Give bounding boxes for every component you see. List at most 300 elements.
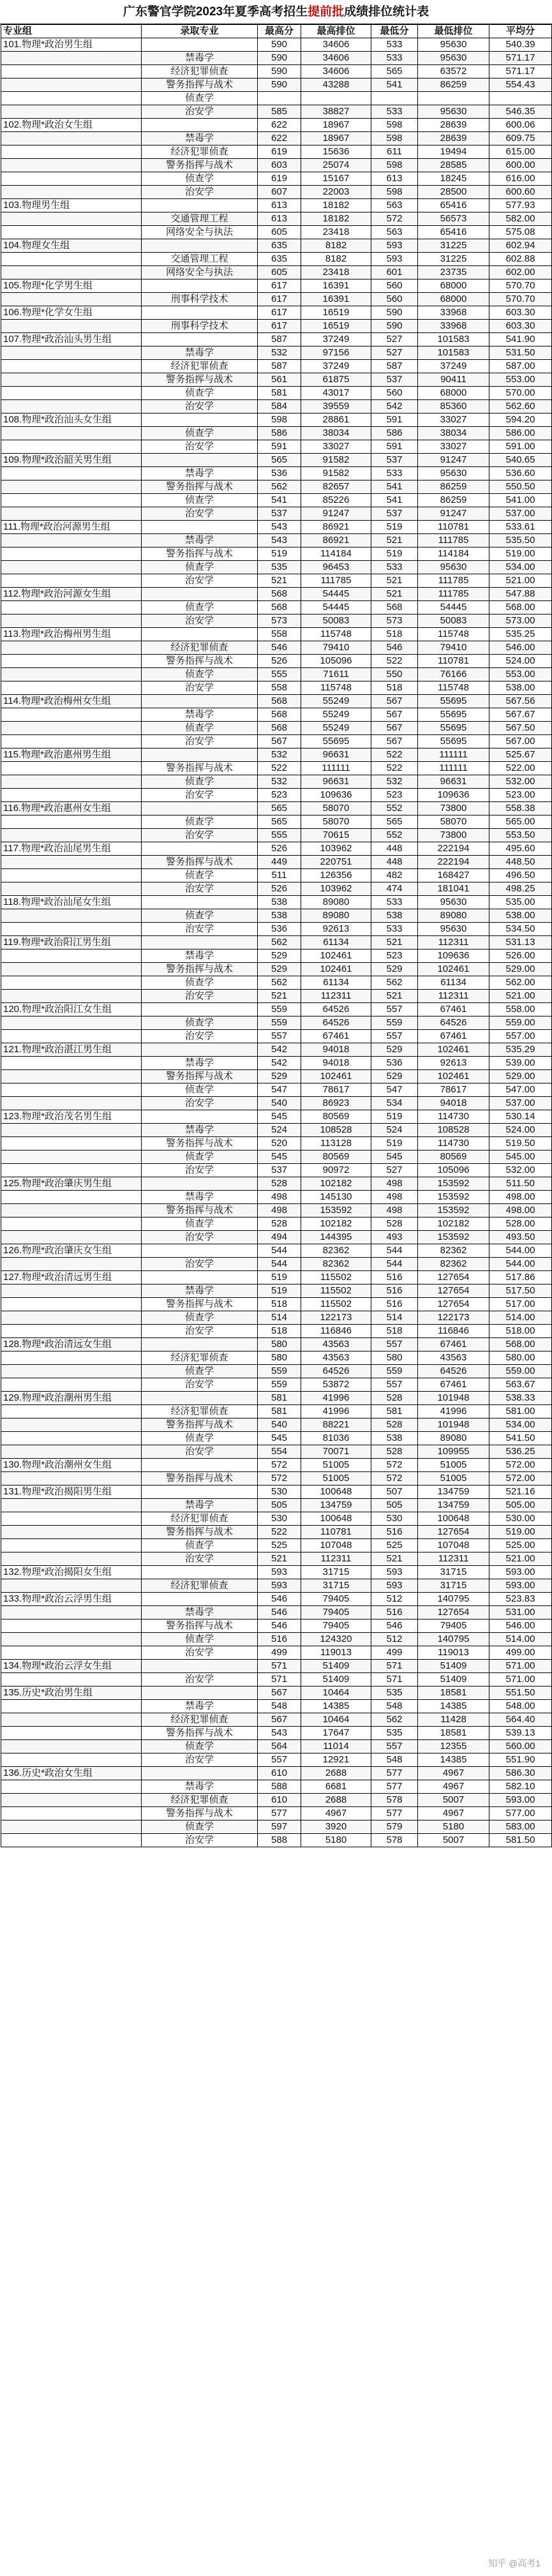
min-score-cell: 591 bbox=[371, 440, 418, 454]
max-score-cell: 524 bbox=[258, 1124, 301, 1137]
table-row bbox=[1, 279, 552, 293]
avg-score-cell: 571.00 bbox=[489, 1673, 552, 1686]
min-score-cell: 579 bbox=[371, 1820, 418, 1834]
table-row bbox=[1, 293, 552, 306]
avg-score-cell: 519.00 bbox=[489, 547, 552, 561]
max-score-cell: 498 bbox=[258, 1191, 301, 1204]
header-max-score: 最高分 bbox=[258, 25, 301, 38]
major-cell bbox=[142, 1177, 258, 1191]
group-cell: 112.物理*政治河源女生组 bbox=[1, 588, 142, 601]
max-score-cell: 526 bbox=[258, 842, 301, 856]
major-cell: 警务指挥与战术 bbox=[142, 547, 258, 561]
avg-score-cell: 563.67 bbox=[489, 1378, 552, 1392]
min-rank-cell: 4967 bbox=[418, 1767, 489, 1780]
avg-score-cell: 583.00 bbox=[489, 1820, 552, 1834]
max-rank-cell: 113128 bbox=[301, 1137, 371, 1150]
max-rank-cell: 67461 bbox=[301, 1030, 371, 1043]
max-score-cell: 577 bbox=[258, 1807, 301, 1820]
max-score-cell: 581 bbox=[258, 1392, 301, 1405]
table-row bbox=[1, 1552, 552, 1566]
min-rank-cell: 127654 bbox=[418, 1298, 489, 1311]
min-rank-cell: 68000 bbox=[418, 279, 489, 293]
min-score-cell: 544 bbox=[371, 1258, 418, 1271]
min-rank-cell: 102461 bbox=[418, 963, 489, 976]
group-cell bbox=[1, 1204, 142, 1217]
group-cell: 118.物理*政治汕尾女生组 bbox=[1, 896, 142, 909]
major-cell: 治安学 bbox=[142, 735, 258, 748]
min-rank-cell: 95630 bbox=[418, 105, 489, 119]
max-score-cell: 528 bbox=[258, 1177, 301, 1191]
major-cell: 治安学 bbox=[142, 1552, 258, 1566]
max-rank-cell: 31715 bbox=[301, 1566, 371, 1579]
major-cell bbox=[142, 1767, 258, 1780]
group-cell bbox=[1, 1606, 142, 1619]
max-score-cell: 590 bbox=[258, 78, 301, 92]
major-cell: 侦查学 bbox=[142, 1083, 258, 1097]
major-cell: 治安学 bbox=[142, 1445, 258, 1459]
major-cell: 禁毒学 bbox=[142, 1499, 258, 1512]
min-rank-cell: 108528 bbox=[418, 1124, 489, 1137]
avg-score-cell: 559.00 bbox=[489, 1016, 552, 1030]
group-cell bbox=[1, 762, 142, 775]
avg-score-cell: 540.65 bbox=[489, 454, 552, 467]
table-row bbox=[1, 748, 552, 762]
table-row bbox=[1, 1405, 552, 1418]
min-rank-cell: 14385 bbox=[418, 1753, 489, 1767]
max-score-cell: 529 bbox=[258, 1070, 301, 1083]
max-rank-cell: 116846 bbox=[301, 1325, 371, 1338]
max-rank-cell: 12921 bbox=[301, 1753, 371, 1767]
max-score-cell: 544 bbox=[258, 1244, 301, 1258]
major-cell: 经济犯罪侦查 bbox=[142, 360, 258, 373]
group-cell bbox=[1, 882, 142, 896]
min-score-cell: 519 bbox=[371, 1137, 418, 1150]
table-row bbox=[1, 1445, 552, 1459]
header-group: 专业组 bbox=[1, 25, 142, 38]
min-rank-cell: 31225 bbox=[418, 253, 489, 266]
min-rank-cell: 153592 bbox=[418, 1191, 489, 1204]
min-score-cell: 448 bbox=[371, 856, 418, 869]
min-score-cell: 562 bbox=[371, 976, 418, 990]
max-score-cell: 519 bbox=[258, 1271, 301, 1284]
group-cell bbox=[1, 1311, 142, 1325]
max-rank-cell: 102182 bbox=[301, 1217, 371, 1231]
max-score-cell: 564 bbox=[258, 1740, 301, 1753]
max-score-cell: 581 bbox=[258, 1405, 301, 1418]
min-rank-cell: 181041 bbox=[418, 882, 489, 896]
major-cell: 侦查学 bbox=[142, 1150, 258, 1164]
avg-score-cell: 547.00 bbox=[489, 1083, 552, 1097]
max-rank-cell: 110781 bbox=[301, 1526, 371, 1539]
max-score-cell: 568 bbox=[258, 722, 301, 735]
max-score-cell: 522 bbox=[258, 1526, 301, 1539]
max-rank-cell: 97156 bbox=[301, 346, 371, 360]
min-score-cell: 516 bbox=[371, 1298, 418, 1311]
avg-score-cell: 532.00 bbox=[489, 775, 552, 789]
table-row bbox=[1, 480, 552, 494]
major-cell: 经济犯罪侦查 bbox=[142, 1794, 258, 1807]
avg-score-cell: 572.00 bbox=[489, 1472, 552, 1485]
min-rank-cell: 73800 bbox=[418, 802, 489, 815]
max-rank-cell: 80569 bbox=[301, 1110, 371, 1124]
table-row bbox=[1, 521, 552, 534]
table-row bbox=[1, 172, 552, 186]
table-row bbox=[1, 1686, 552, 1700]
min-rank-cell: 56573 bbox=[418, 212, 489, 226]
table-row bbox=[1, 1271, 552, 1284]
max-rank-cell: 96631 bbox=[301, 775, 371, 789]
max-rank-cell: 86921 bbox=[301, 521, 371, 534]
max-rank-cell: 82362 bbox=[301, 1258, 371, 1271]
max-rank-cell: 16519 bbox=[301, 320, 371, 333]
min-rank-cell: 73800 bbox=[418, 829, 489, 842]
table-row bbox=[1, 119, 552, 132]
major-cell: 警务指挥与战术 bbox=[142, 1619, 258, 1633]
min-rank-cell: 55695 bbox=[418, 722, 489, 735]
table-row bbox=[1, 105, 552, 119]
max-score-cell: 546 bbox=[258, 1593, 301, 1606]
group-cell bbox=[1, 1030, 142, 1043]
avg-score-cell: 499.00 bbox=[489, 1646, 552, 1660]
major-cell: 治安学 bbox=[142, 574, 258, 588]
group-cell: 105.物理*化学男生组 bbox=[1, 279, 142, 293]
table-row bbox=[1, 427, 552, 440]
min-score-cell: 498 bbox=[371, 1177, 418, 1191]
max-rank-cell: 103962 bbox=[301, 882, 371, 896]
min-score-cell: 521 bbox=[371, 1552, 418, 1566]
max-score-cell: 546 bbox=[258, 1606, 301, 1619]
max-rank-cell: 43017 bbox=[301, 387, 371, 400]
min-rank-cell: 112311 bbox=[418, 936, 489, 949]
group-cell: 106.物理*化学女生组 bbox=[1, 306, 142, 320]
group-cell: 127.物理*政治清远男生组 bbox=[1, 1271, 142, 1284]
avg-score-cell: 573.00 bbox=[489, 614, 552, 628]
group-cell bbox=[1, 1807, 142, 1820]
max-score-cell: 587 bbox=[258, 333, 301, 346]
table-row bbox=[1, 561, 552, 574]
major-cell: 治安学 bbox=[142, 990, 258, 1003]
min-score-cell: 516 bbox=[371, 1606, 418, 1619]
min-rank-cell: 90411 bbox=[418, 373, 489, 387]
max-score-cell: 532 bbox=[258, 346, 301, 360]
major-cell bbox=[142, 748, 258, 762]
min-rank-cell: 4967 bbox=[418, 1780, 489, 1794]
max-rank-cell: 82362 bbox=[301, 1244, 371, 1258]
max-rank-cell: 70071 bbox=[301, 1445, 371, 1459]
max-score-cell: 540 bbox=[258, 1418, 301, 1432]
max-score-cell: 545 bbox=[258, 1432, 301, 1445]
table-row bbox=[1, 815, 552, 829]
major-cell: 侦查学 bbox=[142, 1432, 258, 1445]
min-score-cell: 516 bbox=[371, 1284, 418, 1298]
min-rank-cell: 153592 bbox=[418, 1204, 489, 1217]
table-row bbox=[1, 52, 552, 65]
avg-score-cell: 567.56 bbox=[489, 695, 552, 708]
min-rank-cell: 64526 bbox=[418, 1016, 489, 1030]
min-rank-cell: 102461 bbox=[418, 1070, 489, 1083]
max-rank-cell: 80569 bbox=[301, 1150, 371, 1164]
table-row bbox=[1, 186, 552, 199]
group-cell bbox=[1, 266, 142, 279]
max-score-cell: 565 bbox=[258, 815, 301, 829]
max-score-cell: 605 bbox=[258, 266, 301, 279]
max-score-cell: 559 bbox=[258, 1003, 301, 1016]
max-rank-cell: 102461 bbox=[301, 963, 371, 976]
min-score-cell: 560 bbox=[371, 279, 418, 293]
group-cell bbox=[1, 1231, 142, 1244]
major-cell: 经济犯罪侦查 bbox=[142, 1512, 258, 1526]
min-rank-cell: 33027 bbox=[418, 440, 489, 454]
min-score-cell: 533 bbox=[371, 105, 418, 119]
min-rank-cell: 101583 bbox=[418, 346, 489, 360]
max-score-cell: 537 bbox=[258, 507, 301, 521]
major-cell bbox=[142, 1244, 258, 1258]
max-score-cell: 540 bbox=[258, 1097, 301, 1110]
avg-score-cell: 514.00 bbox=[489, 1633, 552, 1646]
max-rank-cell: 51409 bbox=[301, 1673, 371, 1686]
max-rank-cell: 61134 bbox=[301, 976, 371, 990]
min-rank-cell: 33968 bbox=[418, 320, 489, 333]
max-score-cell: 562 bbox=[258, 976, 301, 990]
group-cell bbox=[1, 1016, 142, 1030]
max-rank-cell: 111111 bbox=[301, 762, 371, 775]
avg-score-cell: 580.00 bbox=[489, 1351, 552, 1365]
table-row bbox=[1, 1619, 552, 1633]
max-score-cell: 530 bbox=[258, 1485, 301, 1499]
major-cell: 治安学 bbox=[142, 400, 258, 413]
max-rank-cell: 89080 bbox=[301, 909, 371, 923]
max-rank-cell: 79405 bbox=[301, 1606, 371, 1619]
table-row bbox=[1, 1740, 552, 1753]
max-rank-cell: 16519 bbox=[301, 306, 371, 320]
table-row bbox=[1, 440, 552, 454]
major-cell: 治安学 bbox=[142, 829, 258, 842]
max-rank-cell: 2688 bbox=[301, 1794, 371, 1807]
min-score-cell: 557 bbox=[371, 1740, 418, 1753]
min-score-cell: 593 bbox=[371, 239, 418, 253]
min-score-cell: 519 bbox=[371, 521, 418, 534]
major-cell bbox=[142, 628, 258, 641]
min-rank-cell: 68000 bbox=[418, 293, 489, 306]
max-rank-cell: 10464 bbox=[301, 1686, 371, 1700]
major-cell bbox=[142, 199, 258, 212]
header-min-rank: 最低排位 bbox=[418, 25, 489, 38]
max-score-cell: 590 bbox=[258, 38, 301, 52]
major-cell: 警务指挥与战术 bbox=[142, 78, 258, 92]
max-score-cell: 610 bbox=[258, 1794, 301, 1807]
min-score-cell: 542 bbox=[371, 400, 418, 413]
min-rank-cell: 134759 bbox=[418, 1485, 489, 1499]
max-score-cell: 521 bbox=[258, 990, 301, 1003]
max-score-cell: 565 bbox=[258, 454, 301, 467]
table-row bbox=[1, 588, 552, 601]
min-rank-cell: 101948 bbox=[418, 1418, 489, 1432]
table-row bbox=[1, 320, 552, 333]
max-rank-cell: 23418 bbox=[301, 266, 371, 279]
max-score-cell: 572 bbox=[258, 1472, 301, 1485]
group-cell bbox=[1, 574, 142, 588]
max-score-cell: 561 bbox=[258, 373, 301, 387]
max-rank-cell: 122173 bbox=[301, 1311, 371, 1325]
table-row bbox=[1, 373, 552, 387]
min-rank-cell: 23735 bbox=[418, 266, 489, 279]
avg-score-cell: 582.10 bbox=[489, 1780, 552, 1794]
min-score-cell: 537 bbox=[371, 454, 418, 467]
table-row bbox=[1, 1660, 552, 1673]
group-cell bbox=[1, 360, 142, 373]
major-cell: 警务指挥与战术 bbox=[142, 1137, 258, 1150]
min-rank-cell: 31715 bbox=[418, 1579, 489, 1593]
group-cell: 129.物理*政治潮州男生组 bbox=[1, 1392, 142, 1405]
max-rank-cell: 51005 bbox=[301, 1472, 371, 1485]
table-row bbox=[1, 963, 552, 976]
major-cell: 侦查学 bbox=[142, 172, 258, 186]
table-row bbox=[1, 1418, 552, 1432]
major-cell: 禁毒学 bbox=[142, 1191, 258, 1204]
max-rank-cell: 134759 bbox=[301, 1499, 371, 1512]
max-rank-cell: 38034 bbox=[301, 427, 371, 440]
avg-score-cell: 523.83 bbox=[489, 1593, 552, 1606]
title-prefix: 广东警官学院2023年夏季高考招生 bbox=[123, 5, 308, 19]
min-score-cell: 577 bbox=[371, 1807, 418, 1820]
min-rank-cell: 127654 bbox=[418, 1606, 489, 1619]
max-score-cell: 528 bbox=[258, 1217, 301, 1231]
min-score-cell: 498 bbox=[371, 1204, 418, 1217]
avg-score-cell: 536.60 bbox=[489, 467, 552, 480]
table-row bbox=[1, 1258, 552, 1271]
major-cell bbox=[142, 1392, 258, 1405]
major-cell: 侦查学 bbox=[142, 427, 258, 440]
group-cell bbox=[1, 387, 142, 400]
min-rank-cell: 102182 bbox=[418, 1217, 489, 1231]
major-cell: 侦查学 bbox=[142, 1740, 258, 1753]
max-rank-cell: 91582 bbox=[301, 454, 371, 467]
table-row bbox=[1, 1070, 552, 1083]
max-score-cell: 521 bbox=[258, 574, 301, 588]
major-cell: 禁毒学 bbox=[142, 1057, 258, 1070]
group-cell: 102.物理*政治女生组 bbox=[1, 119, 142, 132]
min-score-cell: 528 bbox=[371, 1418, 418, 1432]
min-rank-cell: 89080 bbox=[418, 909, 489, 923]
avg-score-cell: 591.00 bbox=[489, 440, 552, 454]
major-cell: 经济犯罪侦查 bbox=[142, 1579, 258, 1593]
min-score-cell: 560 bbox=[371, 293, 418, 306]
min-rank-cell: 51005 bbox=[418, 1472, 489, 1485]
table-row bbox=[1, 882, 552, 896]
group-cell bbox=[1, 427, 142, 440]
avg-score-cell: 495.60 bbox=[489, 842, 552, 856]
max-score-cell: 593 bbox=[258, 1566, 301, 1579]
group-cell bbox=[1, 1539, 142, 1552]
min-rank-cell: 18581 bbox=[418, 1727, 489, 1740]
max-rank-cell: 38827 bbox=[301, 105, 371, 119]
min-rank-cell: 79410 bbox=[418, 641, 489, 655]
max-rank-cell: 58070 bbox=[301, 802, 371, 815]
min-rank-cell: 107048 bbox=[418, 1539, 489, 1552]
max-rank-cell: 115502 bbox=[301, 1284, 371, 1298]
max-score-cell: 635 bbox=[258, 239, 301, 253]
avg-score-cell: 544.00 bbox=[489, 1244, 552, 1258]
table-row bbox=[1, 1807, 552, 1820]
min-rank-cell: 55695 bbox=[418, 695, 489, 708]
group-cell: 130.物理*政治潮州女生组 bbox=[1, 1459, 142, 1472]
group-cell bbox=[1, 1445, 142, 1459]
table-row bbox=[1, 1030, 552, 1043]
major-cell bbox=[142, 842, 258, 856]
table-row bbox=[1, 306, 552, 320]
max-rank-cell: 126356 bbox=[301, 869, 371, 882]
min-rank-cell: 140795 bbox=[418, 1633, 489, 1646]
min-score-cell: 573 bbox=[371, 614, 418, 628]
min-rank-cell: 95630 bbox=[418, 38, 489, 52]
group-cell bbox=[1, 105, 142, 119]
table-row bbox=[1, 628, 552, 641]
min-score-cell: 591 bbox=[371, 413, 418, 427]
group-cell bbox=[1, 561, 142, 574]
min-rank-cell: 101948 bbox=[418, 1392, 489, 1405]
min-score-cell: 507 bbox=[371, 1485, 418, 1499]
max-score-cell: 518 bbox=[258, 1325, 301, 1338]
group-cell bbox=[1, 949, 142, 963]
min-rank-cell: 5007 bbox=[418, 1834, 489, 1847]
avg-score-cell: 565.00 bbox=[489, 815, 552, 829]
table-row bbox=[1, 400, 552, 413]
major-cell: 侦查学 bbox=[142, 92, 258, 105]
group-cell bbox=[1, 869, 142, 882]
avg-score-cell: 537.00 bbox=[489, 507, 552, 521]
max-rank-cell: 90972 bbox=[301, 1164, 371, 1177]
group-cell bbox=[1, 1191, 142, 1204]
table-header-row bbox=[1, 25, 552, 38]
avg-score-cell: 541.90 bbox=[489, 333, 552, 346]
group-cell bbox=[1, 92, 142, 105]
avg-score-cell: 560.00 bbox=[489, 1740, 552, 1753]
max-rank-cell: 37249 bbox=[301, 333, 371, 346]
min-rank-cell: 127654 bbox=[418, 1284, 489, 1298]
avg-score-cell: 557.00 bbox=[489, 1030, 552, 1043]
table-row bbox=[1, 856, 552, 869]
max-rank-cell: 51005 bbox=[301, 1459, 371, 1472]
table-row bbox=[1, 1472, 552, 1485]
avg-score-cell: 493.50 bbox=[489, 1231, 552, 1244]
avg-score-cell: 616.00 bbox=[489, 172, 552, 186]
group-cell: 121.物理*政治湛江男生组 bbox=[1, 1043, 142, 1057]
table-row bbox=[1, 92, 552, 105]
major-cell bbox=[142, 1003, 258, 1016]
major-cell: 治安学 bbox=[142, 1834, 258, 1847]
min-score-cell: 563 bbox=[371, 226, 418, 239]
min-rank-cell bbox=[418, 92, 489, 105]
max-rank-cell: 33027 bbox=[301, 440, 371, 454]
avg-score-cell: 526.00 bbox=[489, 949, 552, 963]
max-rank-cell: 153592 bbox=[301, 1204, 371, 1217]
min-rank-cell: 31225 bbox=[418, 239, 489, 253]
group-cell bbox=[1, 655, 142, 668]
min-score-cell: 572 bbox=[371, 212, 418, 226]
max-score-cell: 545 bbox=[258, 1150, 301, 1164]
table-row bbox=[1, 1124, 552, 1137]
max-rank-cell: 82657 bbox=[301, 480, 371, 494]
max-rank-cell: 55249 bbox=[301, 708, 371, 722]
major-cell: 治安学 bbox=[142, 789, 258, 802]
max-score-cell: 568 bbox=[258, 601, 301, 614]
avg-score-cell: 603.30 bbox=[489, 306, 552, 320]
group-cell bbox=[1, 320, 142, 333]
max-score-cell: 542 bbox=[258, 1057, 301, 1070]
max-rank-cell: 102182 bbox=[301, 1177, 371, 1191]
table-row bbox=[1, 547, 552, 561]
group-cell bbox=[1, 1780, 142, 1794]
